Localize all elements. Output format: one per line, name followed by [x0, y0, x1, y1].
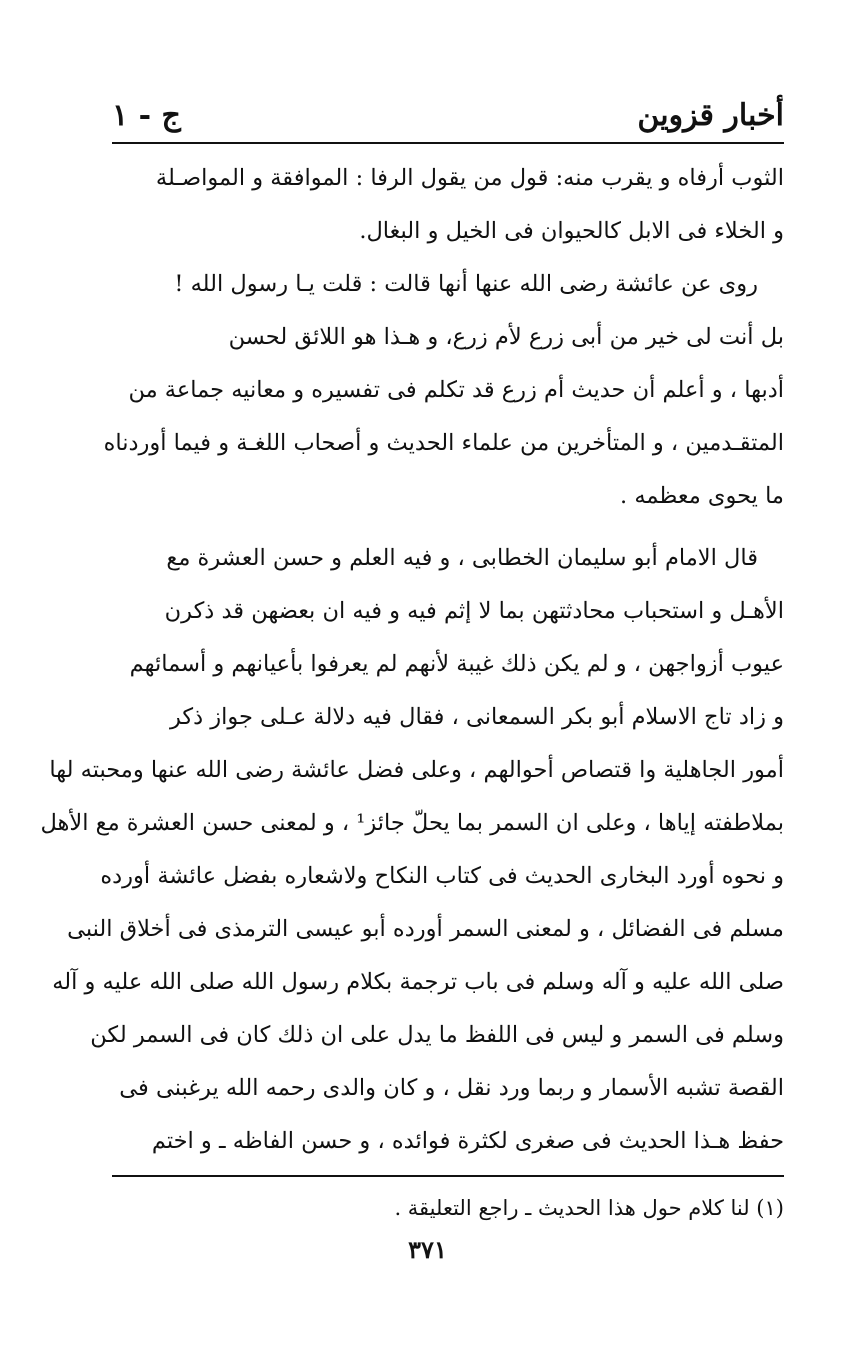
text-line: ما يحوى معظمه .	[620, 483, 784, 509]
paragraph-gap	[112, 523, 784, 532]
paragraph-2	[103, 258, 784, 523]
text-line: مسلم فى الفضائل ، و لمعنى السمر أورده أبو عيسى الترمذى فى أخلاق النبى	[67, 916, 784, 942]
volume-number: ج - ١	[112, 98, 181, 133]
main-text	[40, 152, 784, 1168]
text-line: القصة تشبه الأسمار و ربما ورد نقل ، و كان والدى رحمه الله يرغبنى فى	[119, 1075, 784, 1101]
text-line: بملاطفته إياها ، وعلى ان السمر بما يحلّ جائز¹ ، و لمعنى حسن العشرة مع الأهل	[40, 810, 784, 836]
footnote: (١) لنا كلام حول هذا الحديث ـ راجع التعليقة .	[394, 1196, 784, 1220]
page-number: ٣٧١	[408, 1235, 447, 1264]
text-line: و نحوه أورد البخارى الحديث فى كتاب النكاح ولاشعاره بفضل عائشة أورده	[100, 863, 784, 889]
text-line: أدبها ، و أعلم أن حديث أم زرع قد تكلم فى تفسيره و معانيه جماعة من	[128, 377, 784, 403]
text-line: وسلم فى السمر و ليس فى اللفظ ما يدل على ان ذلك كان فى السمر لكن	[90, 1022, 784, 1048]
text-line: أمور الجاهلية وا قتصاص أحوالهم ، وعلى فضل عائشة رضى الله عنها ومحبته لها	[49, 757, 784, 783]
header-rule	[112, 142, 784, 144]
text-line: و زاد تاج الاسلام أبو بكر السمعانى ، فقال فيه دلالة عـلى جواز ذكر	[169, 704, 784, 730]
text-line: عيوب أزواجهن ، و لم يكن ذلك غيبة لأنهم لم يعرفوا بأعيانهم و أسمائهم	[129, 651, 784, 677]
text-line: روى عن عائشة رضى الله عنها أنها قالت : قلت يـا رسول الله !	[174, 271, 758, 297]
text-line: صلى الله عليه و آله وسلم فى باب ترجمة بكلام رسول الله صلى الله عليه و آله	[52, 969, 784, 995]
running-header	[112, 92, 784, 138]
paragraph-1	[112, 152, 784, 258]
text-line: المتقـدمين ، و المتأخرين من علماء الحديث و أصحاب اللغـة و فيما أوردناه	[103, 430, 784, 456]
text-line: قال الامام أبو سليمان الخطابى ، و فيه العلم و حسن العشرة مع	[166, 545, 758, 571]
footnote-rule	[112, 1175, 784, 1177]
paragraph-3	[40, 532, 784, 1168]
text-line: و الخلاء فى الابل كالحيوان فى الخيل و البغال.	[359, 218, 784, 244]
text-line: بل أنت لى خير من أبى زرع لأم زرع، و هـذا هو اللائق لحسن	[228, 324, 784, 350]
text-line: الثوب أرفاه و يقرب منه: قول من يقول الرفا : الموافقة و المواصـلة	[155, 165, 784, 191]
running-title: أخبار قزوين	[637, 98, 784, 133]
text-line: الأهـل و استحباب محادثتهن بما لا إثم فيه و فيه ان بعضهن قد ذكرن	[164, 598, 784, 624]
text-line: حفظ هـذا الحديث فى صغرى لكثرة فوائده ، و حسن الفاظه ـ و اختم	[151, 1128, 784, 1154]
